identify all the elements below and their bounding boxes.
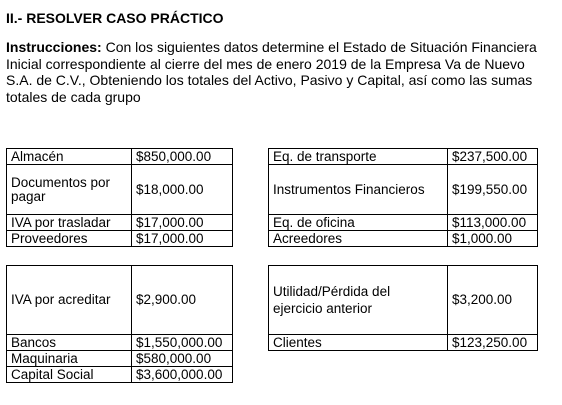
instructions-text: Con los siguientes datos determine el Estado de Situación Financiera Inicial correspondiente al cierre del mes de enero 2019 de la Empresa Va de Nuevo S.A. de C.V., Obteniendo los totales del Activo, Pasivo y Capital, así como las sumas totales de cada grupo: [6, 39, 537, 105]
account-amount: $3,600,000.00: [132, 367, 233, 383]
table-row: [269, 149, 538, 165]
accounts-table-right-1: [268, 148, 538, 247]
instructions-paragraph: [6, 39, 551, 105]
account-amount: $1,000.00: [448, 231, 538, 247]
account-name: Maquinaria: [7, 351, 132, 367]
table-row: [269, 215, 538, 231]
account-amount: $18,000.00: [132, 165, 233, 215]
table-row: [269, 335, 538, 351]
account-amount: $1,550,000.00: [132, 335, 233, 351]
table-row: [269, 231, 538, 247]
account-name: IVA por trasladar: [7, 215, 132, 231]
account-amount: $199,550.00: [448, 165, 538, 215]
account-name: Acreedores: [269, 231, 448, 247]
table-row: [269, 266, 538, 335]
table-row: [7, 335, 233, 351]
table-row: [7, 165, 233, 215]
account-amount: $850,000.00: [132, 149, 233, 165]
account-amount: $580,000.00: [132, 351, 233, 367]
account-amount: $113,000.00: [448, 215, 538, 231]
table-row: [7, 351, 233, 367]
accounts-table-left-1: [6, 148, 233, 247]
account-amount: $237,500.00: [448, 149, 538, 165]
account-name: Eq. de oficina: [269, 215, 448, 231]
account-amount: $2,900.00: [132, 266, 233, 335]
account-name: Instrumentos Financieros: [269, 165, 448, 215]
instructions-label: Instrucciones:: [6, 39, 102, 55]
table-row: [269, 165, 538, 215]
table-row: [7, 367, 233, 383]
account-name: Documentos por pagar: [7, 165, 132, 215]
account-amount: $123,250.00: [448, 335, 538, 351]
accounts-table-left-2: [6, 265, 233, 383]
account-name: IVA por acreditar: [7, 266, 132, 335]
account-name: Capital Social: [7, 367, 132, 383]
table-row: [7, 266, 233, 335]
account-name: Bancos: [7, 335, 132, 351]
account-name: Clientes: [269, 335, 448, 351]
account-amount: $17,000.00: [132, 231, 233, 247]
table-row: [7, 149, 233, 165]
table-row: [7, 215, 233, 231]
account-amount: $17,000.00: [132, 215, 233, 231]
accounts-table-right-2: [268, 265, 538, 351]
account-amount: $3,200.00: [448, 266, 538, 335]
account-name: Utilidad/Pérdida del ejercicio anterior: [269, 266, 448, 335]
table-row: [7, 231, 233, 247]
account-name: Proveedores: [7, 231, 132, 247]
section-title: II.- RESOLVER CASO PRÁCTICO: [6, 10, 224, 26]
account-name: Almacén: [7, 149, 132, 165]
account-name: Eq. de transporte: [269, 149, 448, 165]
